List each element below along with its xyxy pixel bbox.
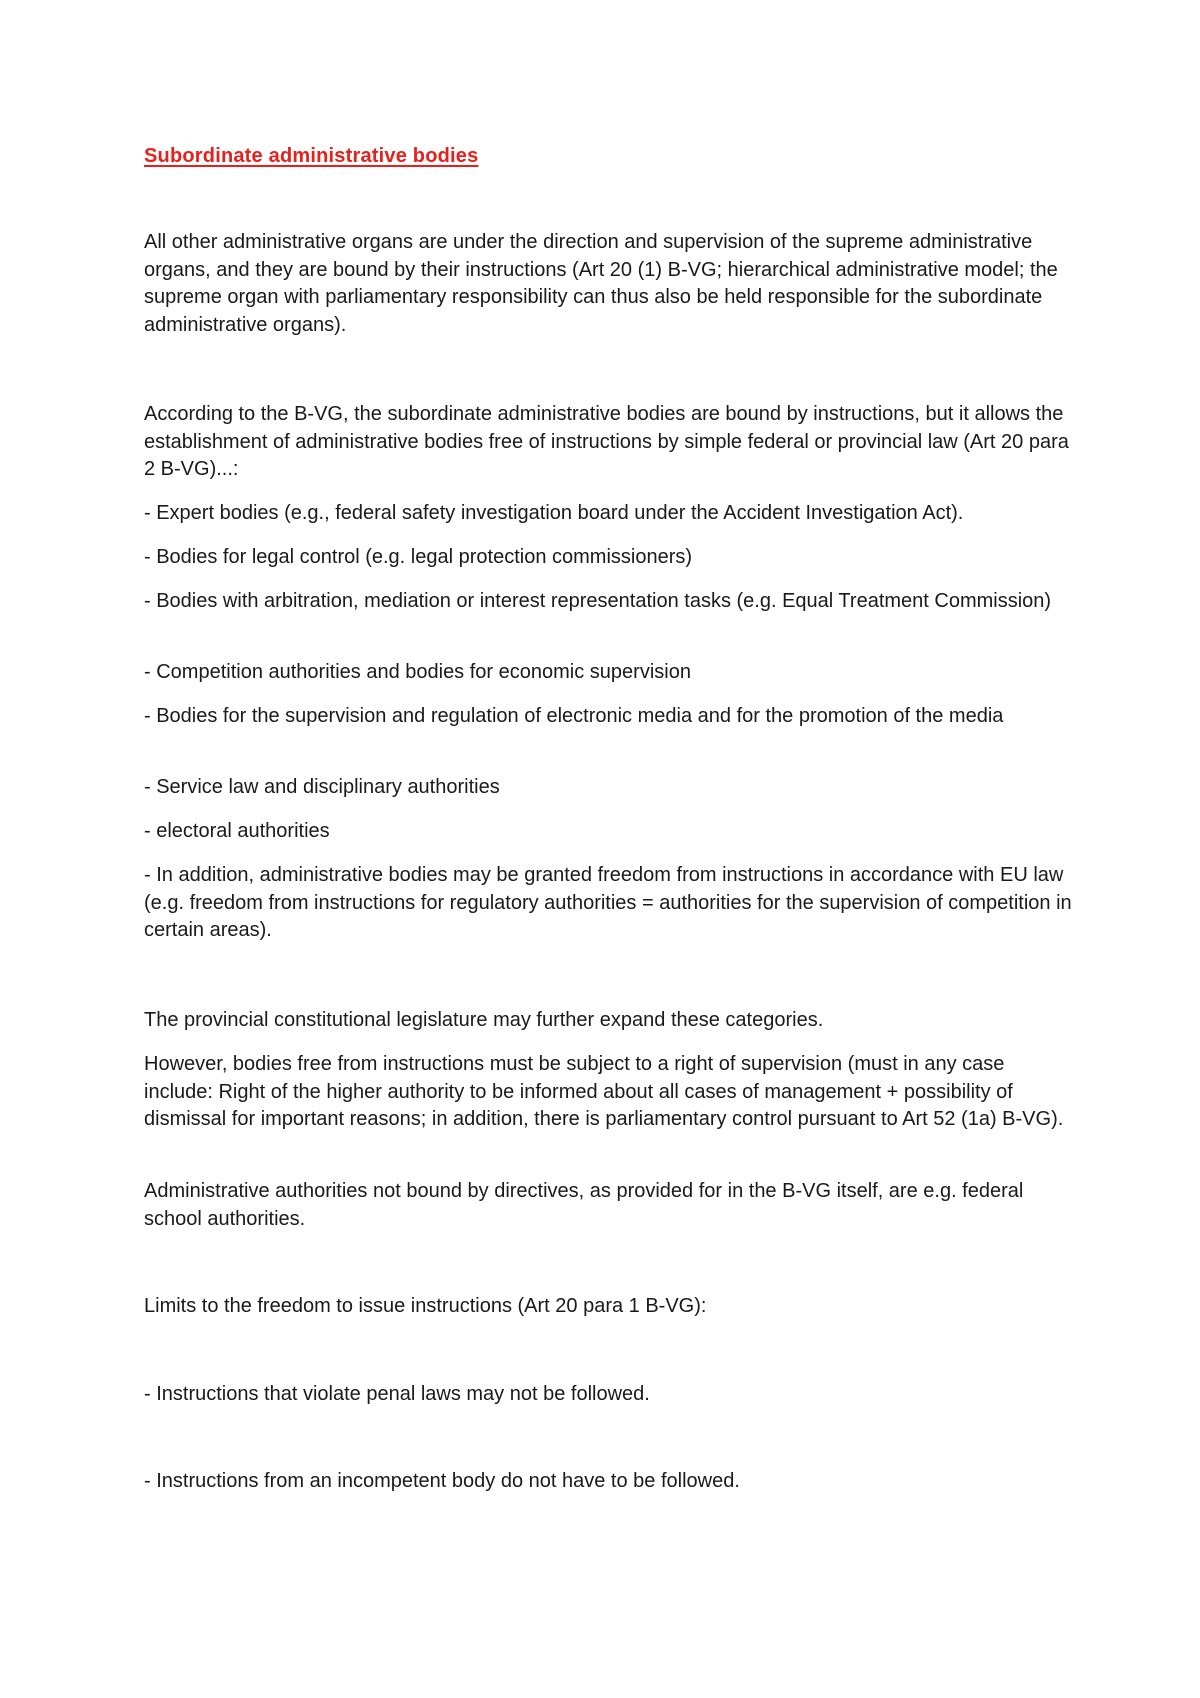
- bullet-item-eu-law: - In addition, administrative bodies may be granted freedom from instructions in accordance with EU law (e.g. freedom from instructions for regulatory authorities = authorities for the supervision of competition in certain areas).: [144, 864, 1072, 941]
- limit-item-incompetent-body: - Instructions from an incompetent body do not have to be followed.: [144, 1470, 740, 1492]
- provincial-paragraph: The provincial constitutional legislature may further expand these categories.: [144, 1009, 824, 1031]
- limits-heading: Limits to the freedom to issue instructions (Art 20 para 1 B-VG):: [144, 1295, 707, 1317]
- authorities-paragraph: Administrative authorities not bound by directives, as provided for in the B-VG itself, are e.g. federal school authorities.: [144, 1180, 1024, 1230]
- intro-paragraph: All other administrative organs are under the direction and supervision of the supreme administrative organs, and they are bound by their instructions (Art 20 (1) B-VG; hierarchical administrative model; the supreme organ with parliamentary responsibility can thus also be held responsible for the subordinate administrative organs).: [144, 231, 1058, 336]
- bullet-item-service-law: - Service law and disciplinary authorities: [144, 776, 500, 798]
- bullet-item-legal-control: - Bodies for legal control (e.g. legal protection commissioners): [144, 546, 693, 568]
- bullet-item-electoral: - electoral authorities: [144, 820, 330, 842]
- bullet-item-competition: - Competition authorities and bodies for economic supervision: [144, 661, 691, 683]
- bvg-paragraph: According to the B-VG, the subordinate administrative bodies are bound by instructions, but it allows the establishment of administrative bodies free of instructions by simple federal or provincial law (Art 20 para 2 B-VG)...:: [144, 403, 1069, 480]
- supervision-paragraph: However, bodies free from instructions must be subject to a right of supervision (must in any case include: Right of the higher authority to be informed about all cases of management + possibility of dismissal for important reasons; in addition, there is parliamentary control pursuant to Art 52 (1a) B-VG).: [144, 1053, 1064, 1130]
- bullet-item-electronic-media: - Bodies for the supervision and regulation of electronic media and for the promotion of the media: [144, 705, 1004, 727]
- section-heading: Subordinate administrative bodies: [144, 145, 479, 167]
- limit-item-penal-laws: - Instructions that violate penal laws may not be followed.: [144, 1383, 650, 1405]
- bullet-item-expert-bodies: - Expert bodies (e.g., federal safety investigation board under the Accident Investigation Act).: [144, 502, 964, 524]
- bullet-item-arbitration: - Bodies with arbitration, mediation or interest representation tasks (e.g. Equal Treatment Commission): [144, 590, 1052, 612]
